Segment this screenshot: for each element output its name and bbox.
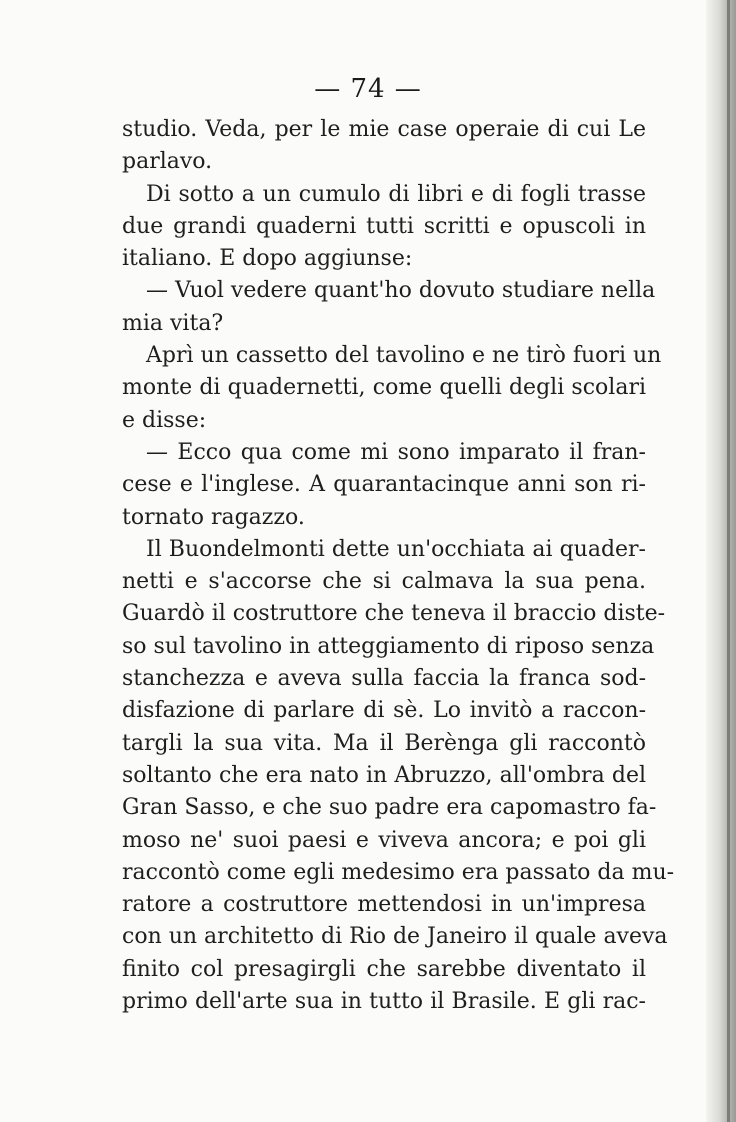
page-edge-shadow [706,0,736,1122]
text-line: primo dell'arte sua in tutto il Brasile. E gli rac- [122,989,646,1015]
text-line: due grandi quaderni tutti scritti e opuscoli in [122,213,646,239]
body-text [122,114,675,1018]
text-line: parlavo. [122,149,213,175]
text-line: monte di quadernetti, come quelli degli scolari [122,375,646,401]
text-line: disfazione di parlare di sè. Lo invitò a raccon- [122,698,646,724]
text-line: Di sotto a un cumulo di libri e di fogli trasse [146,181,646,207]
text-line: con un architetto di Rio de Janeiro il quale aveva [122,924,668,950]
text-line: targli la sua vita. Ma il Berènga gli raccontò [122,730,646,756]
text-line: raccontò come egli medesimo era passato da mu- [122,859,675,885]
text-line: moso ne' suoi paesi e viveva ancora; e poi gli [122,827,646,853]
text-line: Gran Sasso, e che suo padre era capomastro fa- [122,795,657,821]
text-line: ratore a costruttore mettendosi in un'impresa [122,892,646,918]
text-line: studio. Veda, per le mie case operaie di cui Le [122,117,646,142]
text-line: mia vita? [122,310,224,336]
text-line: netti e s'accorse che si calmava la sua pena. [122,569,646,595]
text-line: — Vuol vedere quant'ho dovuto studiare nella [146,278,656,304]
page-number: — 74 — [314,74,422,104]
text-line: Aprì un cassetto del tavolino e ne tirò fuori un [146,343,662,369]
text-line: tornato ragazzo. [122,504,305,530]
text-line: — Ecco qua come mi sono imparato il fran- [146,439,646,465]
text-line: cese e l'inglese. A quarantacinque anni son ri- [122,472,646,498]
text-line: Il Buondelmonti dette un'occhiata ai quader- [146,536,646,562]
text-line: e disse: [122,407,207,433]
text-line: stanchezza e aveva sulla faccia la franca sod- [122,666,646,692]
text-line: italiano. E dopo aggiunse: [122,246,413,272]
text-line: so sul tavolino in atteggiamento di riposo senza [122,633,655,659]
text-line: Guardò il costruttore che teneva il braccio diste- [122,601,666,627]
text-line: finito col presagirgli che sarebbe diventato il [122,956,646,982]
text-line: soltanto che era nato in Abruzzo, all'ombra del [122,762,646,788]
